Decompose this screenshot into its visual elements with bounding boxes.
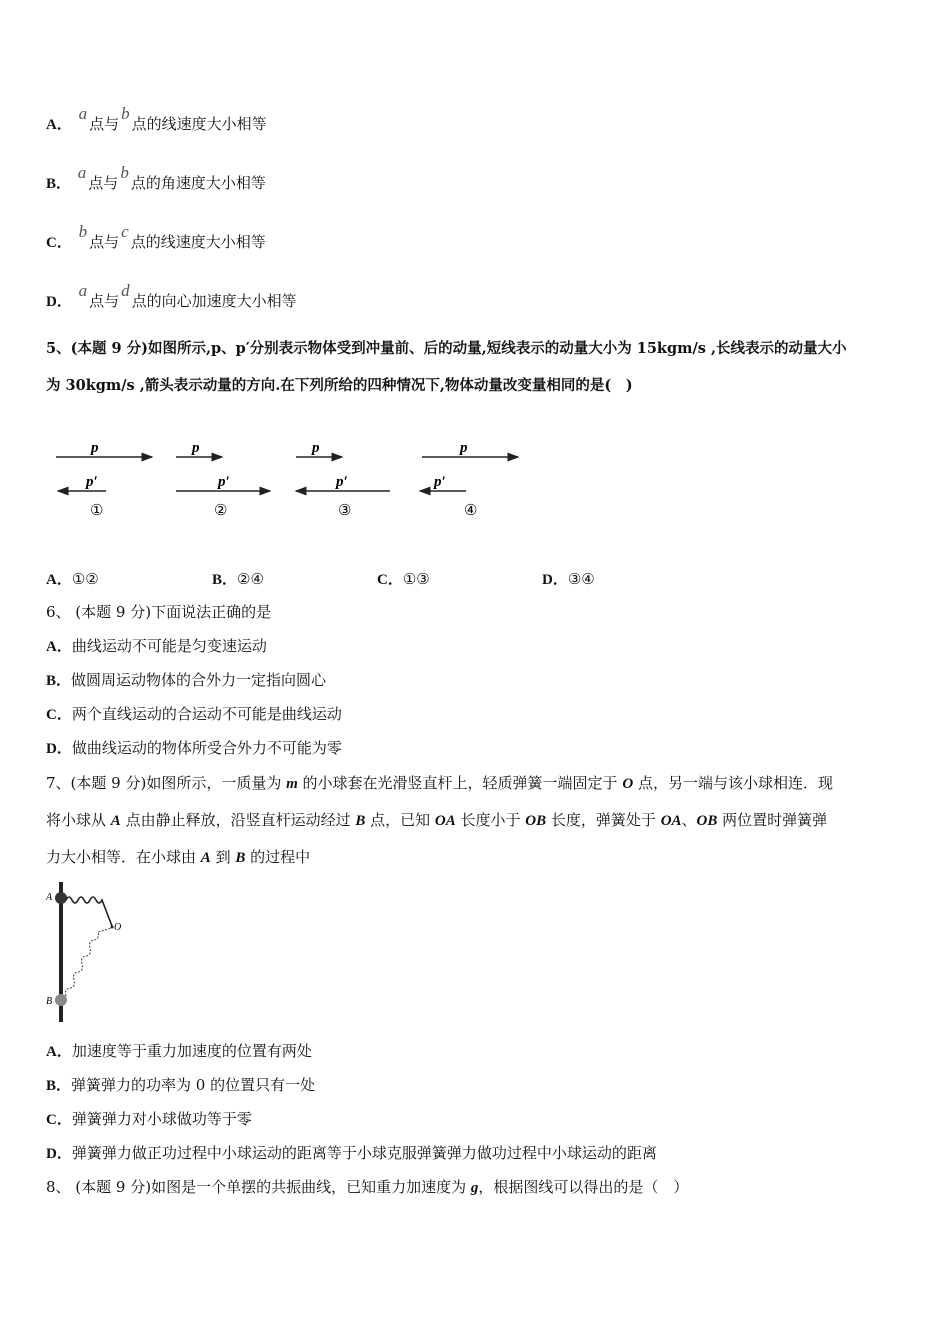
option-text: ①③ xyxy=(402,570,430,588)
point-var: a xyxy=(78,104,88,123)
option-label: A． xyxy=(46,572,72,588)
q5-momentum-figure xyxy=(46,428,526,520)
spring-at-A xyxy=(66,897,112,926)
option-label: D． xyxy=(46,741,72,757)
option-text: 曲线运动不可能是匀变速运动 xyxy=(71,637,267,655)
var-A: A xyxy=(200,850,211,866)
option-text: 弹簧弹力做正功过程中小球运动的距离等于小球克服弹簧弹力做功过程中小球运动的距离 xyxy=(71,1144,657,1162)
option-text: 做圆周运动物体的合外力一定指向圆心 xyxy=(71,671,327,689)
point-var: b xyxy=(78,222,88,241)
label-A: A xyxy=(46,892,53,903)
point-var: c xyxy=(121,222,129,241)
q7-option-d[interactable] xyxy=(46,1143,657,1164)
option-text: 两个直线运动的合运动不可能是曲线运动 xyxy=(71,705,342,723)
option-text: 弹簧弹力对小球做功等于零 xyxy=(71,1110,252,1128)
option-text: ①② xyxy=(71,570,99,588)
option-text: 点的向心加速度大小相等 xyxy=(131,292,297,310)
option-text: 点与 xyxy=(89,292,120,310)
q7-stem-line2 xyxy=(46,810,827,831)
p-prime-label: p′ xyxy=(218,474,230,490)
q5-option-d[interactable] xyxy=(542,568,595,589)
option-text: 点的线速度大小相等 xyxy=(131,115,267,133)
momentum-case-4 xyxy=(420,440,518,519)
q5-option-a[interactable] xyxy=(46,568,99,589)
option-text: 弹簧弹力的功率为 0 的位置只有一处 xyxy=(71,1076,316,1094)
point-var: b xyxy=(121,104,130,123)
label-O: O xyxy=(114,922,122,933)
label-B: B xyxy=(46,996,53,1007)
q6-option-c[interactable] xyxy=(46,704,342,725)
option-label: B． xyxy=(46,673,72,689)
option-label: D． xyxy=(46,294,72,310)
case-label: ④ xyxy=(464,503,478,519)
var-OA: OA xyxy=(434,813,456,829)
option-label: A． xyxy=(46,1044,72,1060)
text: 到 xyxy=(210,848,236,866)
text: 长度小于 xyxy=(455,811,526,829)
point-var: b xyxy=(120,163,129,182)
text: 7、(本题 9 分)如图所示，一质量为 xyxy=(46,774,287,792)
q6-option-a[interactable] xyxy=(46,636,267,657)
p-label: p xyxy=(312,440,320,456)
text: 长度，弹簧处于 xyxy=(546,811,661,829)
option-label: C． xyxy=(46,235,72,251)
option-label: B． xyxy=(46,1078,72,1094)
option-label: B． xyxy=(212,572,238,588)
ball-at-B xyxy=(55,994,67,1006)
text: ，根据图线可以得出的是（ ） xyxy=(478,1178,689,1196)
var-OB: OB xyxy=(696,813,718,829)
q8-stem xyxy=(46,1177,688,1198)
p-prime-label: p′ xyxy=(434,474,446,490)
text: 两位置时弹簧弹 xyxy=(717,811,828,829)
q6-option-b[interactable] xyxy=(46,670,326,691)
spring-at-B xyxy=(66,928,113,996)
text: 的过程中 xyxy=(245,848,311,866)
option-text: 做曲线运动的物体所受合外力不可能为零 xyxy=(71,739,342,757)
text: 的小球套在光滑竖直杆上，轻质弹簧一端固定于 xyxy=(297,774,623,792)
var-m: m xyxy=(286,776,298,792)
var-A: A xyxy=(110,813,121,829)
p-label: p xyxy=(460,440,468,456)
momentum-case-3 xyxy=(296,440,390,519)
text: 将小球从 xyxy=(46,811,111,829)
point-var: a xyxy=(77,163,87,182)
q6-option-d[interactable] xyxy=(46,738,342,759)
q5-stem-line1: 5、(本题 9 分)如图所示,p、p′分别表示物体受到冲量前、后的动量,短线表示的动量大小为 15kgm/s ,长线表示的动量大小 xyxy=(46,340,847,357)
q4-option-d[interactable] xyxy=(46,281,297,312)
option-text: ③④ xyxy=(567,570,595,588)
p-label: p xyxy=(91,440,99,456)
text: 力大小相等．在小球由 xyxy=(46,848,201,866)
q7-option-a[interactable] xyxy=(46,1041,312,1062)
var-B: B xyxy=(235,850,246,866)
q4-option-c[interactable] xyxy=(46,222,266,253)
momentum-case-2 xyxy=(176,440,270,519)
option-label: D． xyxy=(46,1146,72,1162)
point-var: d xyxy=(121,281,130,300)
p-prime-label: p′ xyxy=(336,474,348,490)
var-OB: OB xyxy=(525,813,547,829)
ball-at-A xyxy=(55,892,67,904)
q7-stem-line1 xyxy=(46,773,833,794)
option-label: C． xyxy=(46,1112,72,1128)
case-label: ③ xyxy=(338,503,352,519)
momentum-case-1 xyxy=(56,440,152,519)
p-label: p xyxy=(192,440,200,456)
text: 点，已知 xyxy=(365,811,435,829)
option-label: C． xyxy=(377,572,403,588)
option-text: 加速度等于重力加速度的位置有两处 xyxy=(71,1042,312,1060)
point-var: a xyxy=(78,281,88,300)
q7-option-b[interactable] xyxy=(46,1075,315,1096)
q7-stem-line3 xyxy=(46,847,310,868)
q7-spring-figure xyxy=(44,880,134,1024)
option-text: 点与 xyxy=(88,174,119,192)
option-text: 点与 xyxy=(89,115,120,133)
option-label: A． xyxy=(46,117,72,133)
q5-option-b[interactable] xyxy=(212,568,264,589)
option-text: 点与 xyxy=(89,233,120,251)
option-text: 点的线速度大小相等 xyxy=(130,233,266,251)
option-text: ②④ xyxy=(237,570,264,588)
option-text: 点的角速度大小相等 xyxy=(130,174,266,192)
var-OA: OA xyxy=(660,813,682,829)
text: 点，另一端与该小球相连．现 xyxy=(633,774,833,792)
p-prime-label: p′ xyxy=(86,474,98,490)
option-label: C． xyxy=(46,707,72,723)
q5-stem-line2: 为 30kgm/s ,箭头表示动量的方向.在下列所给的四种情况下,物体动量改变量相同的是( ) xyxy=(46,377,633,394)
option-label: B． xyxy=(46,176,72,192)
q6-stem: 6、 (本题 9 分)下面说法正确的是 xyxy=(46,603,272,621)
var-g: g xyxy=(470,1180,479,1196)
var-O: O xyxy=(622,776,634,792)
case-label: ② xyxy=(214,503,228,519)
option-label: A． xyxy=(46,639,72,655)
option-label: D． xyxy=(542,572,568,588)
var-B: B xyxy=(355,813,366,829)
q5-option-c[interactable] xyxy=(377,568,430,589)
pivot-O xyxy=(111,926,114,929)
text: 、 xyxy=(681,811,697,829)
text: 8、 (本题 9 分)如图是一个单摆的共振曲线，已知重力加速度为 xyxy=(46,1178,471,1196)
q4-option-b[interactable] xyxy=(46,163,266,194)
q4-option-a[interactable] xyxy=(46,104,267,135)
case-label: ① xyxy=(90,503,104,519)
q7-option-c[interactable] xyxy=(46,1109,252,1130)
text: 点由静止释放，沿竖直杆运动经过 xyxy=(120,811,356,829)
